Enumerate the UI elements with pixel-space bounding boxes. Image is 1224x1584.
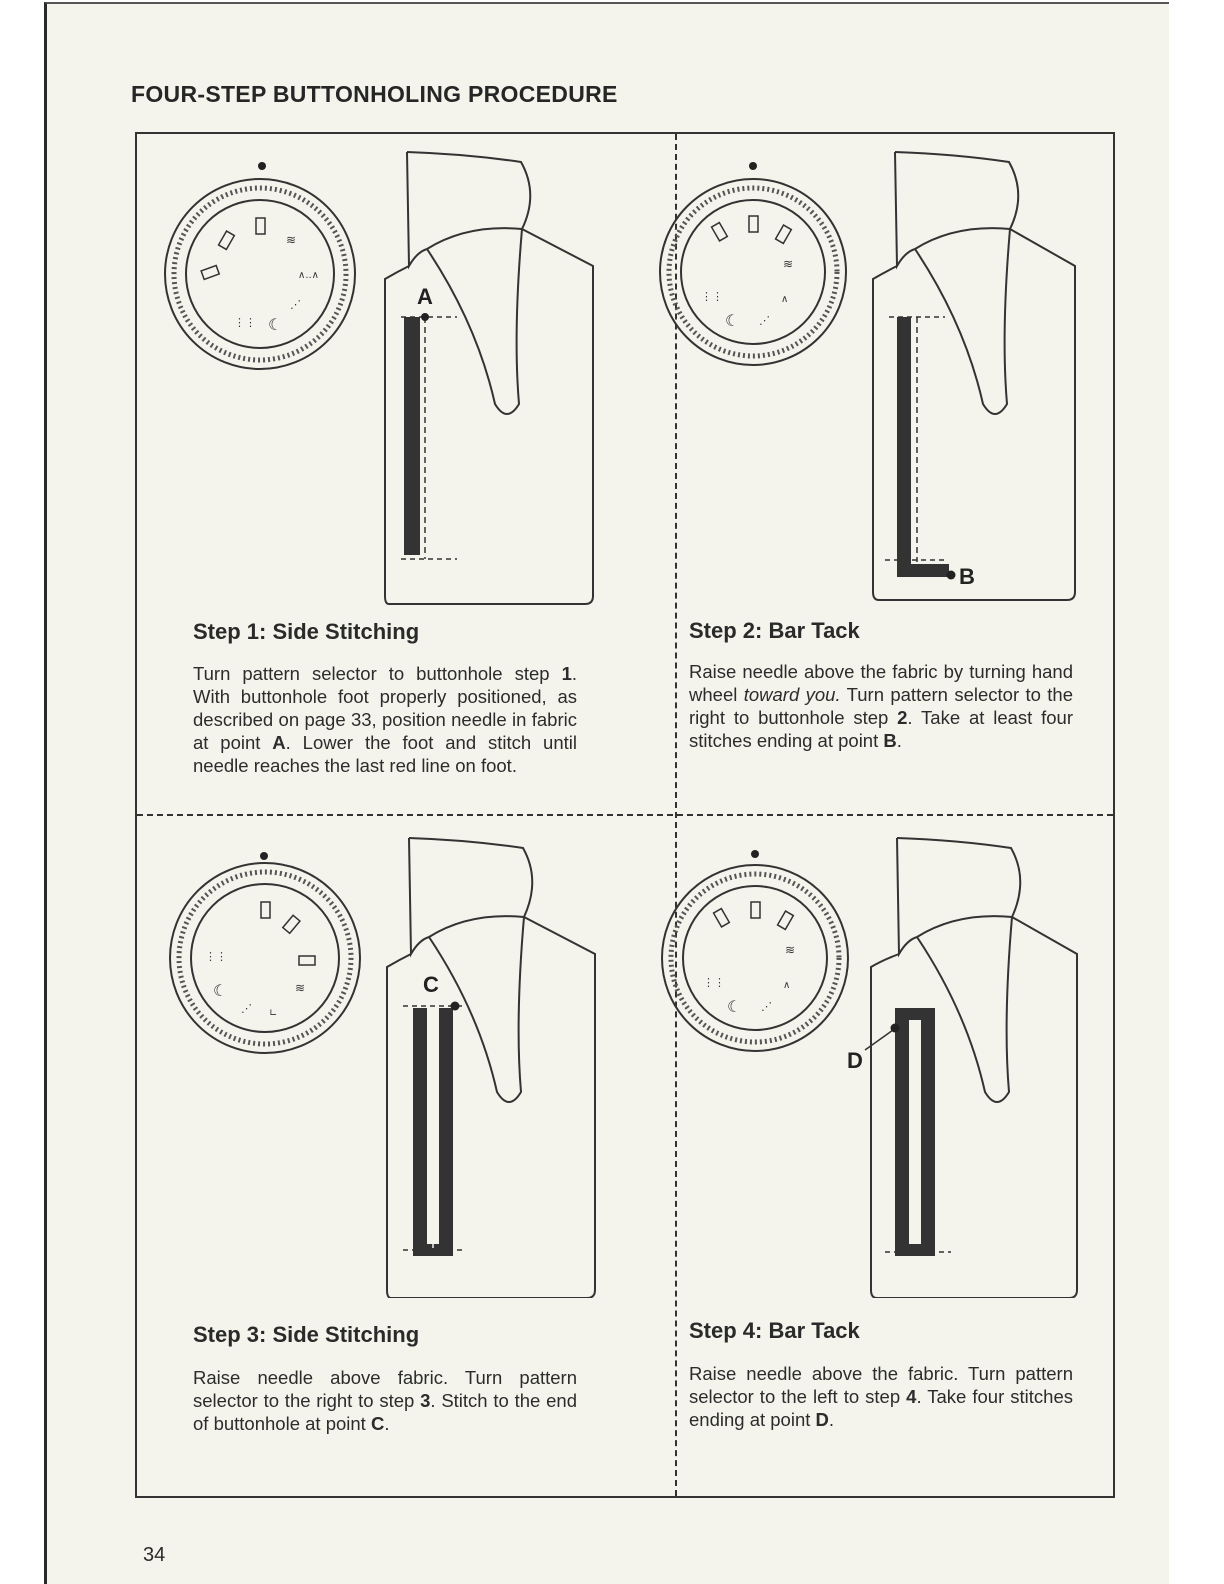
- page-title: FOUR-STEP BUTTONHOLING PROCEDURE: [131, 81, 618, 107]
- step-text-run: . Take at least four stitches ending at point: [689, 707, 1074, 751]
- step-3-panel: [137, 818, 625, 1494]
- needle-point-b: [947, 571, 956, 580]
- step-2-panel: [633, 134, 1121, 810]
- step-text-run: A: [272, 732, 286, 753]
- step-text-run: .: [896, 730, 902, 751]
- svg-text:☾: ☾: [213, 981, 228, 1000]
- step-3-illustration: [137, 818, 625, 1298]
- needle-point-c: [451, 1002, 460, 1011]
- svg-text:∧..∧: ∧..∧: [298, 270, 319, 281]
- step-2-illustration: [633, 134, 1121, 614]
- needle-point-d: [891, 1024, 900, 1033]
- step-text-run: .: [384, 1413, 390, 1434]
- point-label-a: A: [417, 284, 433, 309]
- point-label-d: D: [847, 1048, 863, 1073]
- svg-text:⋰: ⋰: [290, 298, 301, 311]
- buttonhole-stitching: [401, 313, 457, 559]
- step-text-run: B: [883, 730, 897, 751]
- needle-point-a: [421, 313, 429, 321]
- svg-text:⋮⋮: ⋮⋮: [701, 290, 723, 303]
- point-label-b: B: [959, 564, 975, 589]
- svg-text:☾: ☾: [725, 311, 740, 330]
- manual-page: [44, 2, 1169, 1584]
- step-1-title: Step 1: Side Stitching: [193, 619, 420, 644]
- step-text-run: D: [815, 1409, 829, 1430]
- svg-text:≋: ≋: [785, 943, 796, 957]
- svg-text:☾: ☾: [268, 315, 283, 334]
- svg-text:☾: ☾: [727, 997, 742, 1016]
- step-1-illustration: [137, 134, 625, 614]
- step-text-run: 2: [897, 707, 908, 728]
- buttonhole-stitching: [865, 1008, 951, 1256]
- svg-text:⋰: ⋰: [241, 1002, 252, 1015]
- step-text-run: Raise needle above the fabric. Turn pattern selector to the left to step: [689, 1363, 1073, 1407]
- svg-text:≋: ≋: [295, 981, 306, 995]
- svg-text:⋮⋮: ⋮⋮: [234, 316, 256, 329]
- svg-text:⋰: ⋰: [761, 1000, 772, 1013]
- step-text-run: Raise needle above the fabric by turning hand wheel: [689, 661, 1073, 705]
- step-text-run: . Take four stitches ending at point: [689, 1386, 1073, 1430]
- svg-text:≋: ≋: [783, 257, 794, 271]
- step-4-illustration: [633, 818, 1121, 1298]
- step-text-run: Turn pattern selector to the right to buttonhole step: [689, 684, 1073, 728]
- buttonhole-stitching: [885, 317, 956, 580]
- step-text-run: Raise needle above fabric. Turn pattern selector to the right to step: [193, 1367, 577, 1411]
- step-1-body: [193, 662, 577, 777]
- horizontal-divider: [137, 814, 1113, 816]
- dial-indicator-dot: [260, 852, 268, 860]
- step-text-run: .: [828, 1409, 835, 1430]
- step-text-run: 3: [420, 1390, 431, 1411]
- pattern-selector-dial: [170, 863, 360, 1053]
- dial-indicator-dot: [751, 850, 759, 858]
- buttonhole-stitching: [403, 1002, 463, 1257]
- page-number: 34: [143, 1544, 166, 1566]
- svg-text:∟: ∟: [269, 1008, 278, 1019]
- point-label-c: C: [423, 972, 439, 997]
- step-3-body: [193, 1366, 577, 1435]
- svg-text:⋮⋮: ⋮⋮: [703, 976, 725, 989]
- step-4-panel: [633, 818, 1121, 1494]
- step-text-run: C: [370, 1413, 385, 1434]
- step-text-run: 1: [561, 663, 572, 684]
- dial-indicator-dot: [749, 162, 757, 170]
- step-text-run: 4: [906, 1386, 917, 1407]
- dial-indicator-dot: [258, 162, 266, 170]
- step-4-body: [689, 1362, 1073, 1431]
- svg-text:∧: ∧: [781, 294, 789, 305]
- svg-text:≋: ≋: [286, 233, 297, 247]
- steps-frame: [135, 132, 1115, 1498]
- step-text-run: Turn pattern selector to buttonhole step: [193, 663, 562, 684]
- pattern-selector-dial: [662, 865, 848, 1051]
- step-1-panel: [137, 134, 625, 810]
- pattern-selector-dial: [165, 179, 355, 369]
- step-text-run: . With buttonhole foot properly positioned, as described on page 33, position needle in fabric at point: [193, 663, 577, 753]
- step-text-run: . Stitch to the end of buttonhole at point: [193, 1390, 577, 1434]
- step-4-title: Step 4: Bar Tack: [689, 1318, 860, 1343]
- step-2-body: [689, 660, 1073, 752]
- svg-text:∧: ∧: [783, 980, 791, 991]
- step-text-run: . Lower the foot and stitch until needle reaches the last red line on foot.: [193, 732, 577, 776]
- step-2-title: Step 2: Bar Tack: [689, 618, 860, 643]
- step-text-run: toward you.: [743, 684, 841, 705]
- step-3-title: Step 3: Side Stitching: [193, 1322, 420, 1347]
- svg-text:⋰: ⋰: [759, 314, 770, 327]
- pattern-selector-dial: [660, 179, 846, 365]
- svg-text:⋮⋮: ⋮⋮: [205, 950, 227, 963]
